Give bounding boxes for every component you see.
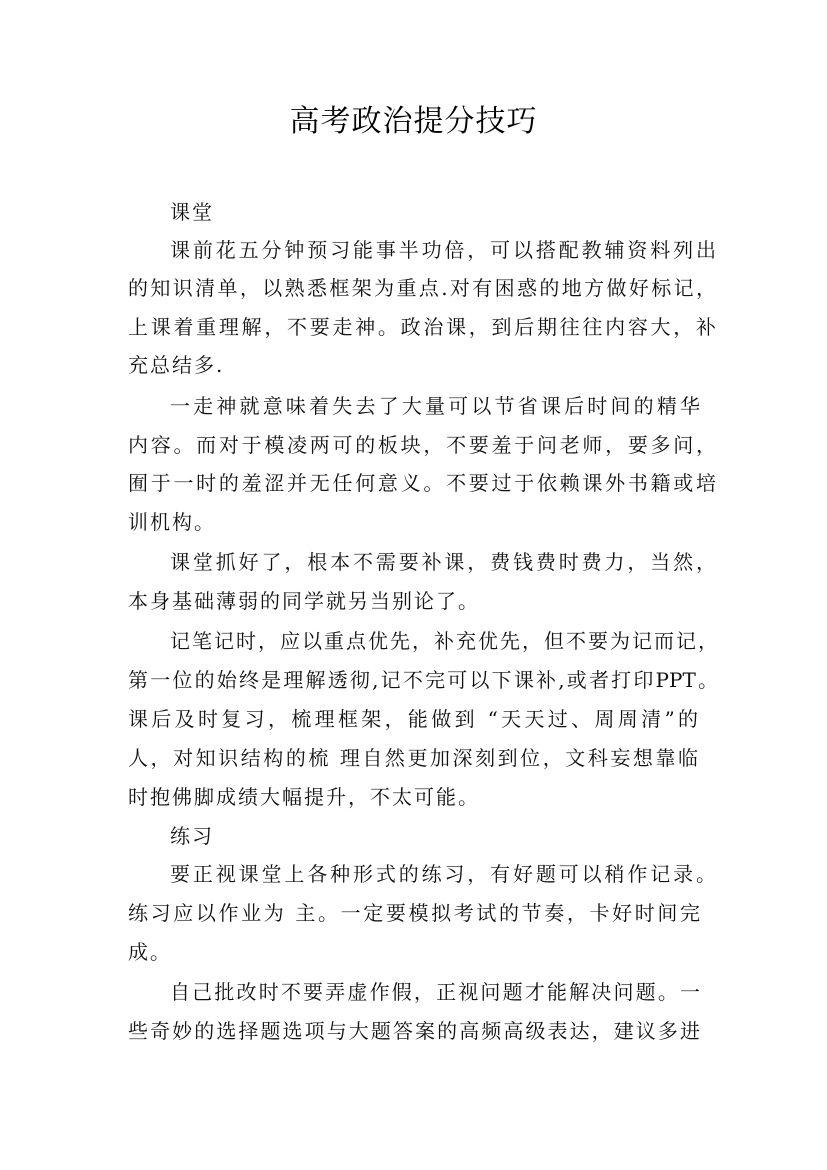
paragraph-line: 训机构。 bbox=[128, 510, 216, 534]
paragraph-line: 成。 bbox=[128, 940, 172, 964]
paragraph-line: 内容。而对于模凌两可的板块，不要羞于问老师，要多问， bbox=[128, 433, 718, 457]
paragraph-line: 要正视课堂上各种形式的练习，有好题可以稍作记录。 bbox=[170, 862, 718, 886]
section-heading-practice: 练习 bbox=[170, 824, 214, 848]
paragraph-line: 本身基础薄弱的同学就另当别论了。 bbox=[128, 589, 480, 613]
paragraph-line: 上课着重理解，不要走神。政治课，到后期往往内容大，补 bbox=[128, 315, 718, 339]
paragraph-line: 练习应以作业为 主。一定要模拟考试的节奏，卡好时间完 bbox=[128, 901, 702, 925]
section-heading-classroom: 课堂 bbox=[170, 200, 214, 224]
paragraph-line: 课前花五分钟预习能事半功倍，可以搭配教辅资料列出 bbox=[170, 238, 718, 262]
paragraph-line: 时抱佛脚成绩大幅提升，不太可能。 bbox=[128, 785, 480, 809]
paragraph-line: 人，对知识结构的梳 理自然更加深刻到位，文科妄想靠临 bbox=[128, 746, 700, 770]
paragraph-line: 课堂抓好了，根本不需要补课，费钱费时费力，当然， bbox=[170, 550, 718, 574]
paragraph-line: 的知识清单，以熟悉框架为重点.对有困惑的地方做好标记， bbox=[128, 276, 718, 300]
paragraph-line: 些奇妙的选择题选项与大题答案的高频高级表达，建议多进 bbox=[128, 1019, 702, 1043]
paragraph-line: 课后及时复习，梳理框架，能做到 “天天过、周周清”的 bbox=[128, 707, 700, 731]
paragraph-line: 第一位的始终是理解透彻,记不完可以下课补,或者打印PPT。 bbox=[128, 668, 718, 692]
paragraph-line: 充总结多. bbox=[128, 353, 225, 377]
document-title: 高考政治提分技巧 bbox=[289, 104, 538, 139]
paragraph-line: 自己批改时不要弄虚作假，正视问题才能解决问题。一 bbox=[170, 980, 702, 1004]
paragraph-line: 记笔记时，应以重点优先，补充优先，但不要为记而记， bbox=[170, 629, 720, 653]
paragraph-line: 一走神就意味着失去了大量可以节省课后时间的精华 bbox=[170, 394, 702, 418]
paragraph-line: 囿于一时的羞涩并无任何意义。不要过于依赖课外书籍或培 bbox=[128, 471, 718, 495]
